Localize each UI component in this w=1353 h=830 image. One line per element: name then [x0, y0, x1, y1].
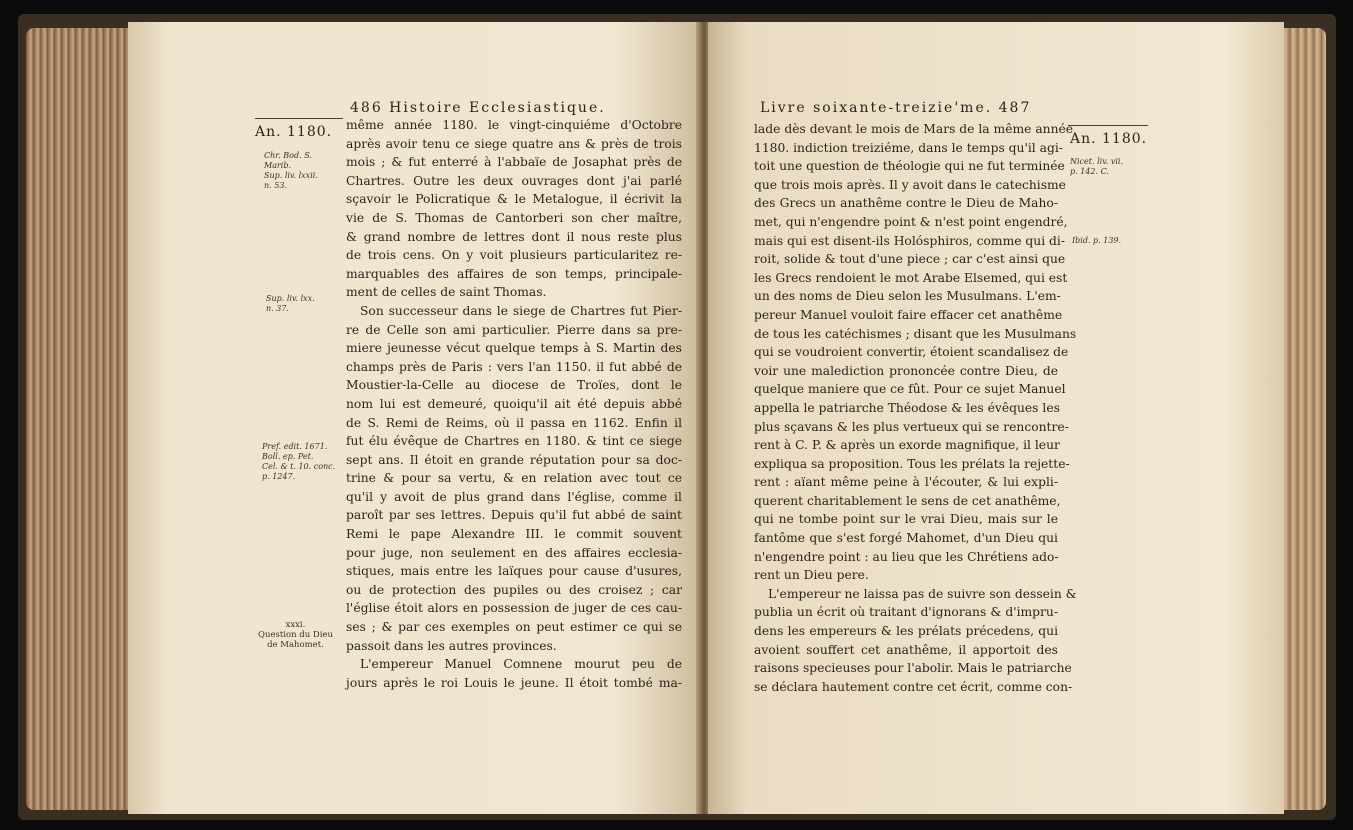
text-line: querent charitablement le sens de cet anathême,: [754, 493, 1061, 508]
text-line: publia un écrit où traitant d'ignorans & d'impru-: [754, 605, 1058, 620]
note-line: p. 142. C.: [1070, 167, 1109, 176]
text-line: qu'il y avoit de plus grand dans l'église, comme il: [346, 489, 682, 504]
text-line: mais qui est disent-ils Holósphiros, comme qui di-: [754, 233, 1066, 248]
text-line: fantôme que s'est forgé Mahomet, d'un Dieu qui: [754, 531, 1058, 546]
text-line: rent à C. P. & après un exorde magnifique, il leur: [754, 438, 1060, 453]
right-page-edges: [1282, 28, 1326, 810]
text-line: de S. Remi de Reims, où il passa en 1162. Enfin il: [346, 415, 682, 430]
right-margin-note-1: [1070, 157, 1123, 177]
text-line: vie de S. Thomas de Cantorberi son cher maître,: [346, 210, 682, 225]
text-line: re de Celle son ami particulier. Pierre dans sa pre-: [346, 322, 682, 337]
text-line: n'engendre point : au lieu que les Chrétiens ado-: [754, 549, 1059, 564]
text-line: Chartres. Outre les deux ouvrages dont j'ai parlé: [346, 173, 682, 188]
text-line: l'église étoit alors en possession de juger de ces cau-: [346, 601, 682, 616]
note-line: Boll. ep. Pet.: [262, 452, 314, 461]
text-line: mois ; & fut enterré à l'abbaïe de Josaphat près de: [346, 155, 682, 170]
left-margin-note-2: [266, 294, 315, 314]
text-line: toit une question de théologie qui ne fut terminée: [754, 159, 1065, 174]
text-line: Moustier-la-Celle au diocese de Troïes, dont le: [346, 378, 682, 393]
text-line: champs près de Paris : vers l'an 1150. il fut abbé de: [346, 359, 682, 374]
text-line: Son successeur dans le siege de Chartres fut Pier-: [360, 303, 682, 318]
text-line: roit, solide & tout d'une piece ; car c'est ainsi que: [754, 252, 1066, 267]
note-line: p. 1247.: [262, 472, 296, 481]
text-line: L'empereur ne laissa pas de suivre son dessein &: [768, 586, 1077, 601]
text-line: même année 1180. le vingt-cinquiéme d'Octobre: [346, 118, 682, 132]
text-line: lade dès devant le mois de Mars de la même année: [754, 122, 1074, 136]
text-line: sept ans. Il étoit en grande réputation pour sa doc-: [346, 452, 682, 467]
note-line: n. 53.: [264, 181, 287, 190]
right-body-text: [754, 120, 1077, 696]
text-line: avoient souffert cet anathême, il apportoit des: [754, 642, 1058, 657]
left-year-marker: An. 1180.: [255, 124, 333, 140]
text-line: se déclara hautement contre cet écrit, comme con-: [754, 679, 1073, 694]
text-line: un des noms de Dieu selon les Musulmans. L'em-: [754, 289, 1061, 304]
text-line: trine & pour sa vertu, & en relation avec tout ce: [346, 471, 682, 486]
text-line: pour juge, non seulement en des affaires ecclesia-: [346, 545, 682, 560]
left-margin-note-3: [262, 442, 335, 482]
note-line: Sup. liv. lxxii.: [264, 171, 318, 180]
note-line: de Mahomet.: [267, 640, 324, 650]
text-line: dens les empereurs & les prélats précedens, qui: [754, 624, 1058, 639]
text-line: & grand nombre de lettres dont il nous reste plus: [346, 229, 682, 244]
text-line: raisons specieuses pour l'abolir. Mais le patriarche: [754, 661, 1072, 676]
right-margin-note-2: [1072, 236, 1121, 246]
text-line: pereur Manuel vouloit faire effacer cet anathême: [754, 307, 1063, 322]
note-line: Ibid. p. 139.: [1072, 236, 1122, 245]
left-page-edges: [26, 28, 136, 810]
right-year-rule: [1068, 125, 1148, 126]
right-running-header: Livre soixante-treizie'me. 487: [760, 100, 1032, 116]
left-running-header: 486 Histoire Ecclesiastique.: [350, 100, 606, 116]
note-line: Pref. edit. 1671.: [262, 442, 328, 451]
text-line: qui ne tombe point sur le vrai Dieu, mais sur le: [754, 512, 1058, 527]
text-line: de tous les catéchismes ; disant que les Musulmans: [754, 326, 1077, 341]
text-line: appella le patriarche Théodose & les évêques les: [754, 400, 1060, 415]
note-line: Cel. & t. 10. conc.: [262, 462, 336, 471]
note-line: Nicet. liv. vii.: [1070, 157, 1124, 166]
right-year-marker: An. 1180.: [1070, 131, 1148, 147]
note-line: Sup. liv. lxx.: [266, 294, 315, 303]
text-line: marquables des affaires de son temps, principale-: [346, 266, 682, 281]
text-line: de trois cens. On y voit plusieurs particularitez re-: [346, 248, 682, 263]
text-line: sçavoir le Policratique & le Metalogue, il écrivit la: [346, 192, 682, 207]
left-margin-note-4: [258, 620, 333, 650]
note-line: Question du Dieu: [258, 630, 333, 640]
text-line: Remi le pape Alexandre III. le commit souvent: [346, 527, 682, 542]
text-line: 1180. indiction treiziéme, dans le temps qu'il agi-: [754, 140, 1063, 155]
text-line: stiques, mais entre les laïques pour cause d'usures,: [346, 564, 682, 579]
note-line: n. 37.: [266, 304, 289, 313]
text-line: des Grecs un anathême contre le Dieu de Maho-: [754, 196, 1058, 211]
text-line: ment de celles de saint Thomas.: [346, 285, 547, 300]
left-year-rule: [255, 118, 343, 119]
left-margin-note-1: [264, 151, 318, 191]
text-line: plus sçavans & les plus vertueux qui se rencontre-: [754, 419, 1069, 434]
text-line: nom lui est demeuré, quoiqu'il ait été depuis abbé: [346, 396, 682, 411]
text-line: qui se voudroient convertir, étoient scandalisez de: [754, 345, 1069, 360]
text-line: L'empereur Manuel Comnene mourut peu de: [360, 657, 682, 672]
note-line: Chr. Bod. S.: [264, 151, 312, 160]
text-line: passoit dans les autres provinces.: [346, 638, 557, 653]
text-line: voir une malediction prononcée contre Dieu, de: [754, 363, 1058, 378]
text-line: met, qui n'engendre point & n'est point engendré,: [754, 214, 1068, 229]
text-line: les Grecs rendoient le mot Arabe Elsemed, qui est: [754, 270, 1068, 285]
text-line: que trois mois après. Il y avoit dans le catechisme: [754, 177, 1066, 192]
text-line: paroît par ses lettres. Depuis qu'il fut abbé de saint: [346, 508, 682, 523]
note-line: xxxi.: [285, 620, 306, 630]
note-line: Marib.: [264, 161, 292, 170]
text-line: miere jeunesse vécut quelque temps à S. Martin des: [346, 341, 682, 356]
text-line: jours après le roi Louis le jeune. Il étoit tombé ma-: [346, 675, 682, 690]
text-line: expliqua sa proposition. Tous les prélats la rejette-: [754, 456, 1070, 471]
text-line: rent : aïant même peine à l'écouter, & lui expli-: [754, 475, 1058, 490]
left-body-text: [346, 116, 682, 692]
text-line: quelque maniere que ce fût. Pour ce sujet Manuel: [754, 382, 1066, 397]
text-line: après avoir tenu ce siege quatre ans & près de trois: [346, 136, 682, 151]
text-line: ses ; & par ces exemples on peut estimer ce qui se: [346, 620, 682, 635]
text-line: fut élu évêque de Chartres en 1180. & tint ce siege: [346, 434, 682, 449]
text-line: rent un Dieu pere.: [754, 568, 869, 583]
text-line: ou de protection des pupiles ou des croisez ; car: [346, 582, 682, 597]
